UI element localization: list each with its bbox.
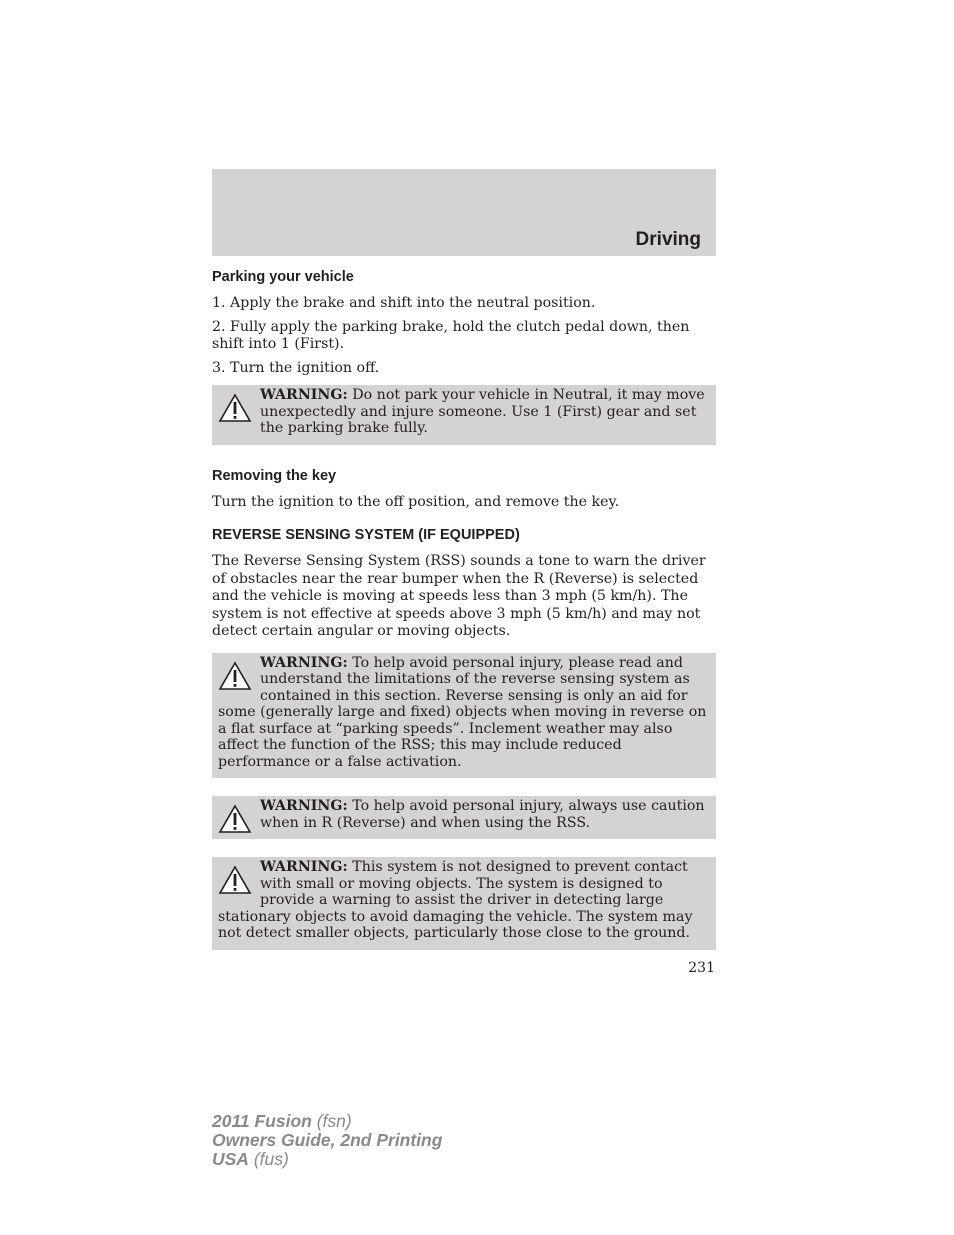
warning-triangle-icon <box>218 804 252 834</box>
warning-label: WARNING: <box>260 859 348 875</box>
footer-market-code: (fus) <box>248 1149 289 1169</box>
removing-key-text: Turn the ignition to the off position, and remove the key. <box>212 493 620 510</box>
warning-text: This system is not designed to prevent contact with small or moving objects. The system is designed to provide a warning to assist the driver in detecting large stationary objects to avoid damaging the vehicle. The system may not detect smaller objects, particularly those close to the ground. <box>218 859 693 941</box>
warning-label: WARNING: <box>260 387 348 403</box>
rss-warning-box-3 <box>212 857 716 950</box>
warning-triangle-icon <box>218 661 252 691</box>
footer-model: 2011 Fusion <box>212 1111 312 1131</box>
footer-line-3 <box>212 1150 442 1169</box>
warning-label: WARNING: <box>260 654 348 671</box>
warning-text: To help avoid personal injury, please read and understand the limitations of the reverse sensing system as contained in this section. Reverse sensing is only an aid for some (generally large and fixed) objects when moving in reverse on a flat surface at “parking speeds”. Inclement weather may also affect the function of the RSS; this may include reduced performance or a false activation. <box>218 654 707 770</box>
section-title: Driving <box>635 229 701 250</box>
parking-step-2: 2. Fully apply the parking brake, hold the clutch pedal down, then shift into 1 (First). <box>212 318 690 352</box>
rss-warning-box-1 <box>212 653 716 779</box>
rss-text: The Reverse Sensing System (RSS) sounds a tone to warn the driver of obstacles near the rear bumper when the R (Reverse) is selected and the vehicle is moving at speeds less than 3 mph (5 km/h). The system is not effective at speeds above 3 mph (5 km/h) and may not detect certain angular or moving objects. <box>212 553 706 639</box>
parking-warning-box <box>212 385 716 445</box>
warning-text: Do not park your vehicle in Neutral, it may move unexpectedly and injure someone. Use 1 (First) gear and set the parking brake fully. <box>260 387 705 436</box>
removing-key-heading: Removing the key <box>212 467 337 484</box>
footer-market: USA <box>212 1149 249 1169</box>
warning-text: To help avoid personal injury, always use caution when in R (Reverse) and when using the RSS. <box>260 798 705 831</box>
footer-line-2 <box>212 1131 442 1150</box>
parking-step-1: 1. Apply the brake and shift into the neutral position. <box>212 295 596 311</box>
page-content <box>212 267 716 950</box>
page-number: 231 <box>688 960 715 976</box>
warning-label: WARNING: <box>260 798 348 814</box>
parking-step-3: 3. Turn the ignition off. <box>212 359 380 376</box>
footer-line-1 <box>212 1112 442 1131</box>
warning-triangle-icon <box>218 865 252 895</box>
parking-heading: Parking your vehicle <box>212 269 354 285</box>
footer-guide: Owners Guide, 2nd Printing <box>212 1130 443 1150</box>
rss-warning-box-2 <box>212 796 716 839</box>
document-footer <box>212 1112 442 1169</box>
warning-triangle-icon <box>218 393 252 423</box>
footer-model-code: (fsn) <box>311 1111 352 1131</box>
rss-heading: REVERSE SENSING SYSTEM (IF EQUIPPED) <box>212 527 520 543</box>
section-header-band <box>212 169 716 256</box>
